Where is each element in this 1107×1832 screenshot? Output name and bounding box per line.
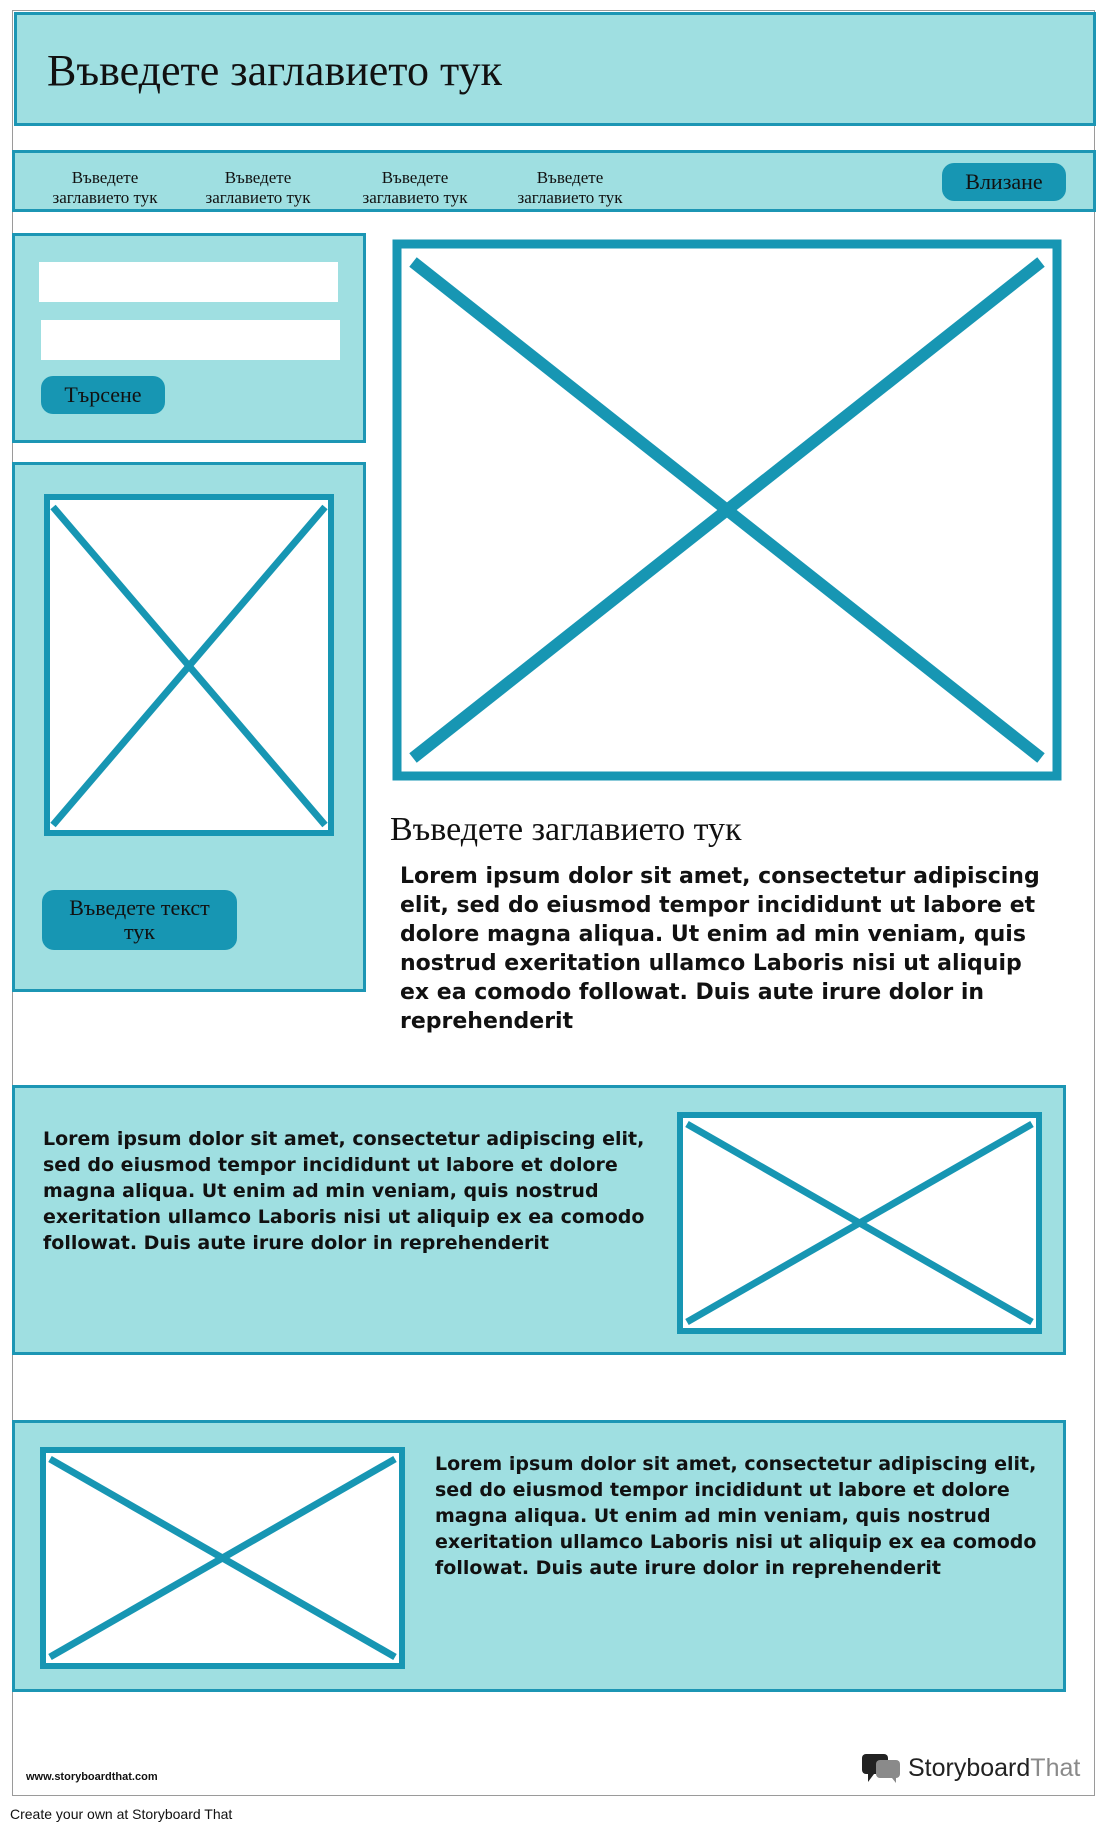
search-panel (12, 233, 366, 443)
sidebar-text-button[interactable]: Въведете текст тук (42, 890, 237, 950)
logo-wordmark (908, 1754, 1080, 1783)
placeholder-x-icon (393, 240, 1061, 780)
placeholder-x-icon (677, 1112, 1042, 1334)
search-button[interactable]: Търсене (41, 376, 165, 414)
logo-word-2: That (1030, 1753, 1081, 1782)
nav-item-4[interactable]: Въведете заглавието тук (517, 168, 623, 207)
logo-word-1: Storyboard (908, 1753, 1031, 1782)
speech-bubbles-icon (862, 1752, 902, 1784)
nav-item-2[interactable]: Въведете заглавието тук (205, 168, 311, 207)
page-title: Въведете заглавието тук (47, 46, 502, 95)
main-image-placeholder (393, 240, 1061, 780)
storyboardthat-logo[interactable] (862, 1752, 1080, 1784)
footer-url[interactable]: www.storyboardthat.com (26, 1771, 158, 1783)
create-your-own-link[interactable]: Create your own at Storyboard That (10, 1806, 233, 1822)
sidebar-panel (12, 462, 366, 992)
content-section-1 (12, 1085, 1066, 1355)
placeholder-x-icon (40, 1447, 405, 1669)
section2-paragraph: Lorem ipsum dolor sit amet, consectetur adipiscing elit, sed do eiusmod tempor incididunt ut labore et dolore magna aliqua. Ut enim ad min veniam, quis nostrud exeritation ullamco Laboris nisi ut aliquip ex ea comodo followat. Duis aute irure dolor in reprehenderit (435, 1453, 1037, 1579)
sidebar-image-placeholder (45, 495, 333, 835)
main-heading: Въведете заглавието тук (390, 811, 742, 848)
placeholder-x-icon (45, 495, 333, 835)
section1-image-placeholder (677, 1112, 1042, 1334)
section2-image-placeholder (40, 1447, 405, 1669)
nav-bar (12, 150, 1096, 212)
search-input-2[interactable] (41, 320, 340, 360)
login-button[interactable]: Влизане (942, 163, 1066, 201)
section1-paragraph: Lorem ipsum dolor sit amet, consectetur adipiscing elit, sed do eiusmod tempor incididunt ut labore et dolore magna aliqua. Ut enim ad min veniam, quis nostrud exeritation ullamco Laboris nisi ut aliquip ex ea comodo followat. Duis aute irure dolor in reprehenderit (43, 1128, 645, 1254)
nav-item-3[interactable]: Въведете заглавието тук (362, 168, 468, 207)
nav-item-1[interactable]: Въведете заглавието тук (52, 168, 158, 207)
content-section-2 (12, 1420, 1066, 1692)
header-bar (14, 12, 1096, 126)
main-paragraph: Lorem ipsum dolor sit amet, consectetur adipiscing elit, sed do eiusmod tempor incididunt ut labore et dolore magna aliqua. Ut enim ad min veniam, quis nostrud exeritation ullamco Laboris nisi ut aliquip ex ea comodo followat. Duis aute irure dolor in reprehenderit (400, 864, 1040, 1034)
search-input-1[interactable] (39, 262, 338, 302)
